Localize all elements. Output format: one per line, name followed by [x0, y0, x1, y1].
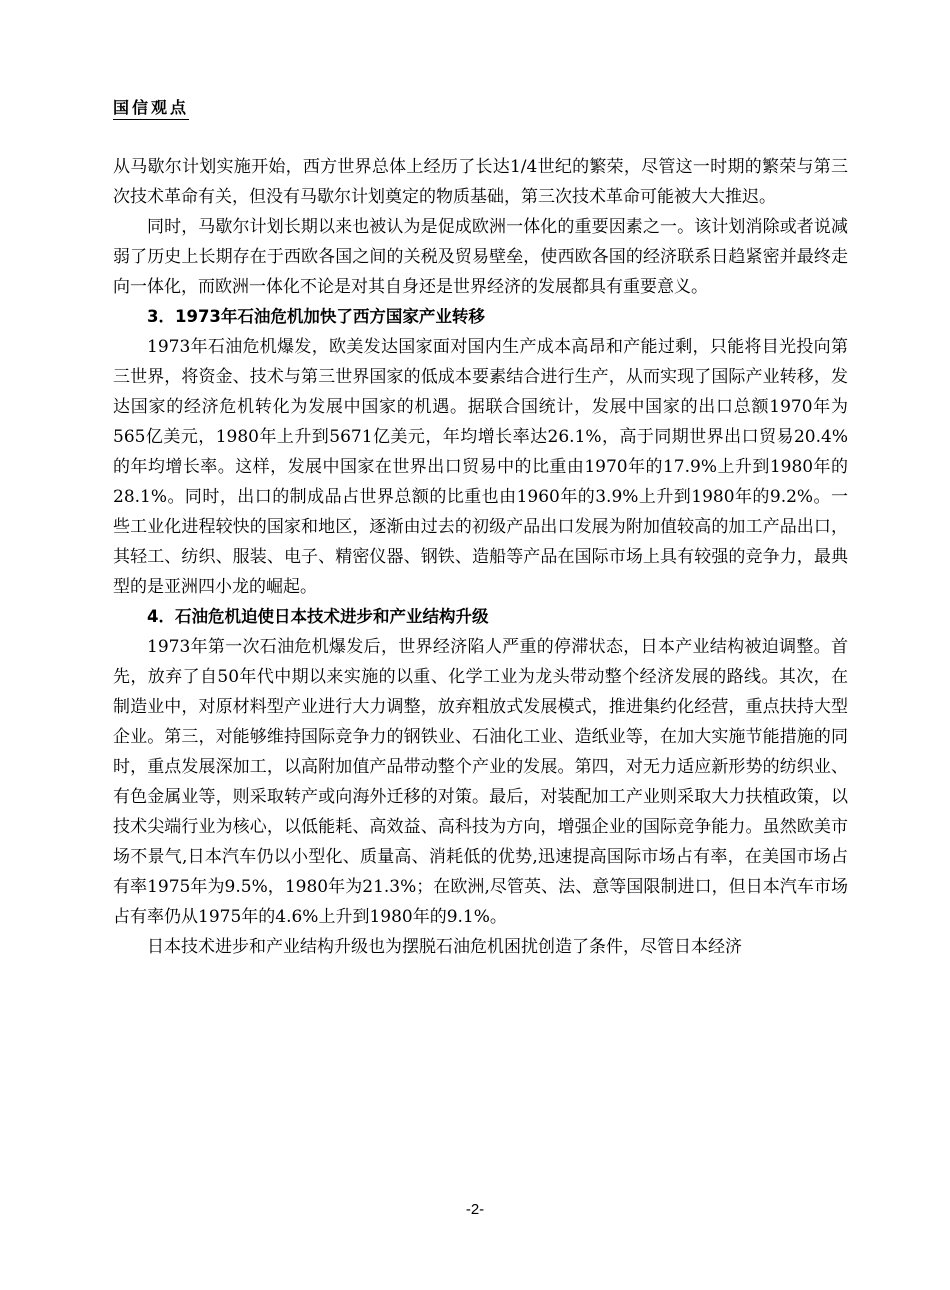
- paragraph-marshall-prosperity: 从马歇尔计划实施开始，西方世界总体上经历了长达1/4世纪的繁荣，尽管这一时期的繁荣与第三次技术革命有关，但没有马歇尔计划奠定的物质基础，第三次技术革命可能被大大推迟。: [113, 157, 848, 207]
- report-header-label: 国信观点: [113, 98, 189, 120]
- page-number: -2-: [465, 1201, 485, 1218]
- section-heading-japan-upgrade: 4．石油危机迫使日本技术进步和产业结构升级: [147, 607, 489, 626]
- document-body: [113, 152, 848, 962]
- paragraph-industry-transfer: 1973年石油危机爆发，欧美发达国家面对国内生产成本高昂和产能过剩，只能将目光投向第三世界，将资金、技术与第三世界国家的低成本要素结合进行生产，从而实现了国际产业转移，发达国家的经济危机转化为发展中国家的机遇。据联合国统计，发展中国家的出口总额1970年为565亿美元，1980年上升到5671亿美元，年均增长率达26.1%，高于同期世界出口贸易20.4%的年均增长率。这样，发展中国家在世界出口贸易中的比重由1970年的17.9%上升到1980年的28.1%。同时，出口的制成品占世界总额的比重也由1960年的3.9%上升到1980年的9.2%。一些工业化进程较快的国家和地区，逐渐由过去的初级产品出口发展为附加值较高的加工产品出口，其轻工、纺织、服装、电子、精密仪器、钢铁、造船等产品在国际市场上具有较强的竞争力，最典型的是亚洲四小龙的崛起。: [113, 337, 848, 597]
- paragraph-japan-conclusion: 日本技术进步和产业结构升级也为摆脱石油危机困扰创造了条件，尽管日本经济: [147, 937, 742, 957]
- paragraph-japan-restructuring: 1973年第一次石油危机爆发后，世界经济陷人严重的停滞状态，日本产业结构被迫调整。首先，放弃了自50年代中期以来实施的以重、化学工业为龙头带动整个经济发展的路线。其次，在制造业中，对原材料型产业进行大力调整，放弃粗放式发展模式，推进集约化经营，重点扶持大型企业。第三，对能够维持国际竞争力的钢铁业、石油化工业、造纸业等，在加大实施节能措施的同时，重点发展深加工，以高附加值产品带动整个产业的发展。第四，对无力适应新形势的纺织业、有色金属业等，则采取转产或向海外迁移的对策。最后，对装配加工产业则采取大力扶植政策，以技术尖端行业为核心，以低能耗、高效益、高科技为方向，增强企业的国际竞争能力。虽然欧美市场不景气,日本汽车仍以小型化、质量高、消耗低的优势,迅速提高国际市场占有率，在美国市场占有率1975年为9.5%，1980年为21.3%；在欧洲,尽管英、法、意等国限制进口，但日本汽车市场占有率仍从1975年的4.6%上升到1980年的9.1%。: [113, 637, 848, 927]
- section-heading-oil-crisis-industry-transfer: 3．1973年石油危机加快了西方国家产业转移: [147, 307, 485, 326]
- paragraph-european-integration: 同时，马歇尔计划长期以来也被认为是促成欧洲一体化的重要因素之一。该计划消除或者说减弱了历史上长期存在于西欧各国之间的关税及贸易壁垒，使西欧各国的经济联系日趋紧密并最终走向一体化，而欧洲一体化不论是对其自身还是世界经济的发展都具有重要意义。: [113, 217, 848, 297]
